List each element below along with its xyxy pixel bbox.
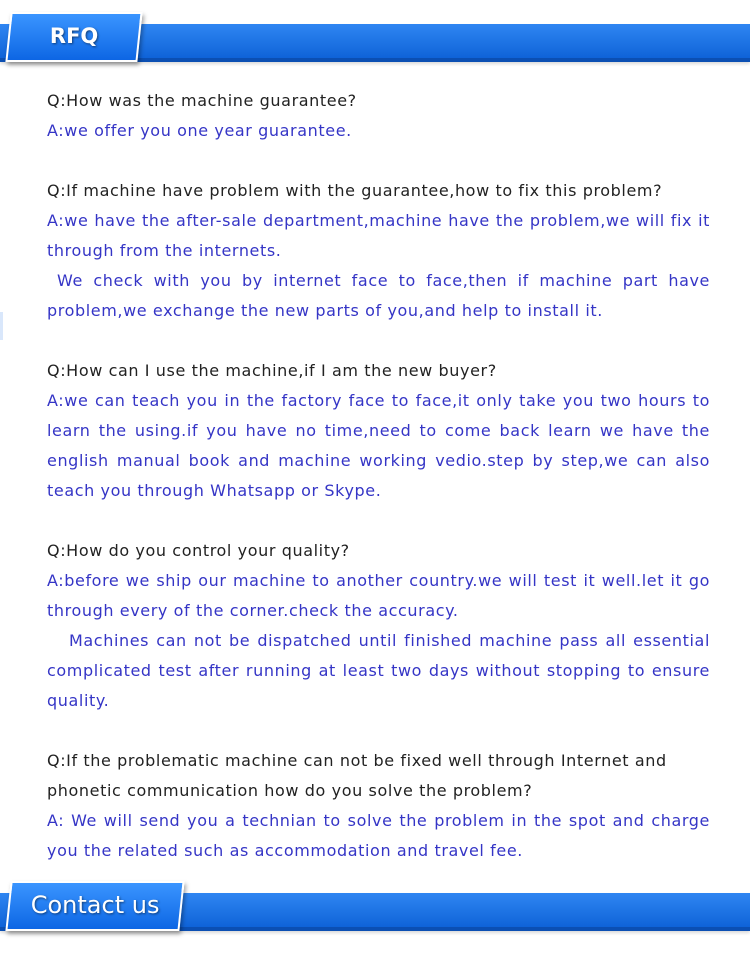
faq-item-quality [47, 536, 710, 716]
contact-title: Contact us [30, 891, 160, 919]
faq-answer: A:we have the after-sale department,machine have the problem,we will fix it through from the internets. [47, 211, 710, 260]
rfq-header-banner [0, 12, 750, 72]
faq-answer-continued: We check with you by internet face to face,then if machine part have problem,we exchange the new parts of you,and help to install it. [47, 271, 710, 320]
faq-answer: A:we can teach you in the factory face to face,it only take you two hours to learn the using.if you have no time,need to come back learn we have the english manual book and machine working vedio.step by step,we can also teach you through Whatsapp or Skype. [47, 391, 710, 500]
faq-answer-continued: Machines can not be dispatched until finished machine pass all essential complicated test after running at least two days without stopping to ensure quality. [47, 631, 710, 710]
faq-question: Q:If the problematic machine can not be fixed well through Internet and phonetic communication how do you solve the problem? [47, 751, 667, 800]
faq-question: Q:If machine have problem with the guarantee,how to fix this problem? [47, 181, 663, 200]
contact-tab[interactable] [5, 881, 184, 931]
side-decoration [0, 312, 3, 340]
faq-question: Q:How do you control your quality? [47, 541, 350, 560]
faq-answer: A:we offer you one year guarantee. [47, 121, 352, 140]
rfq-title: RFQ [49, 24, 99, 48]
faq-item-fix-problem [47, 176, 710, 326]
faq-section [47, 86, 710, 866]
contact-footer-banner [0, 881, 750, 941]
faq-item-new-buyer [47, 356, 710, 506]
faq-question: Q:How was the machine guarantee? [47, 91, 357, 110]
faq-answer: A: We will send you a technian to solve the problem in the spot and charge you the related such as accommodation and travel fee. [47, 811, 710, 860]
faq-item-guarantee [47, 86, 710, 146]
faq-item-remote-fix [47, 746, 710, 866]
faq-answer: A:before we ship our machine to another country.we will test it well.let it go through every of the corner.check the accuracy. [47, 571, 710, 620]
rfq-tab [5, 12, 142, 62]
faq-question: Q:How can I use the machine,if I am the new buyer? [47, 361, 497, 380]
